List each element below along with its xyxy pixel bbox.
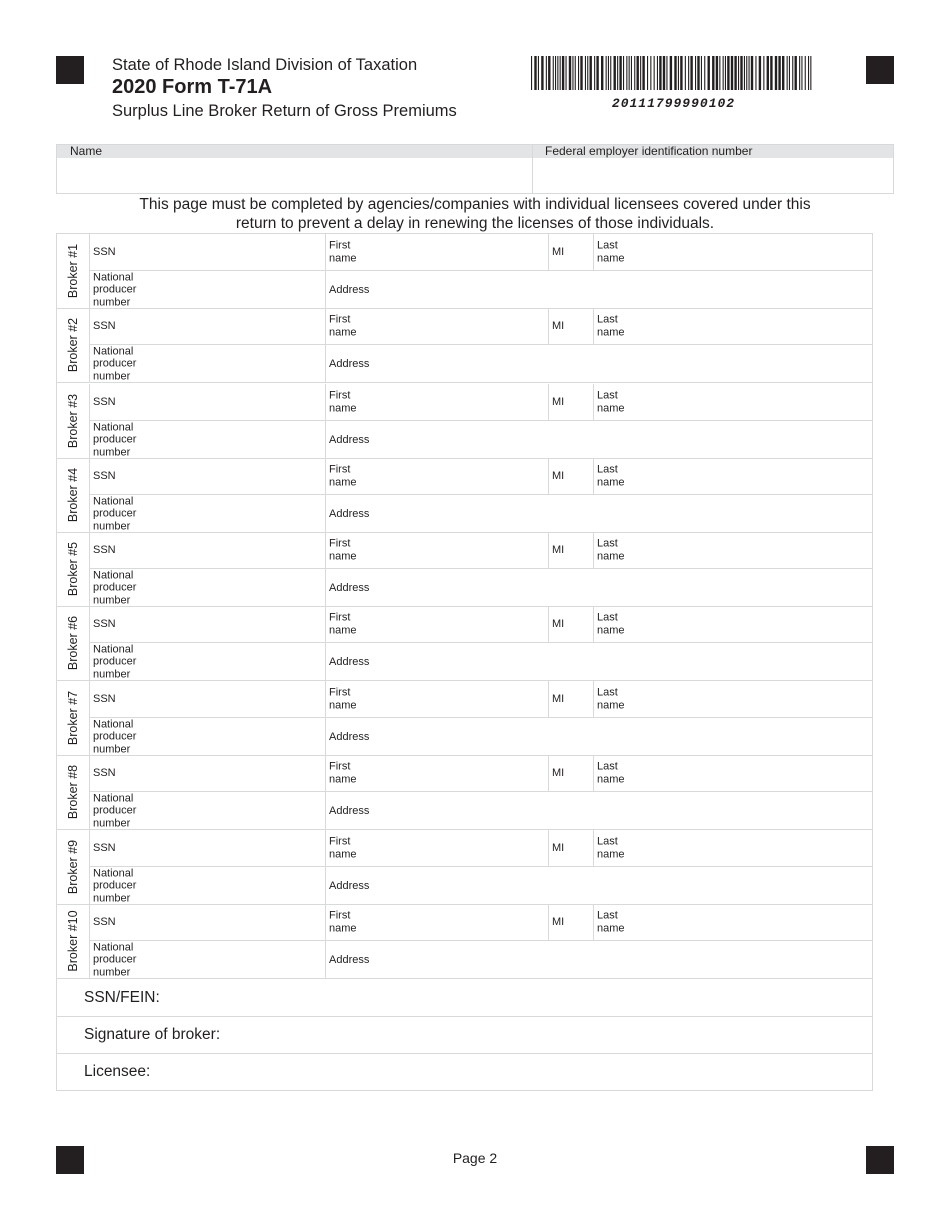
mi-label: MI — [552, 617, 565, 630]
ssn-field[interactable] — [130, 386, 321, 418]
broker-label-cell — [57, 755, 90, 830]
ssn-field[interactable] — [130, 236, 321, 268]
fein-field[interactable] — [533, 159, 893, 193]
broker-address-row — [90, 643, 872, 681]
broker-name-row — [90, 308, 872, 345]
agency-name: State of Rhode Island Division of Taxation — [112, 56, 418, 74]
last-name-field[interactable] — [634, 683, 868, 715]
first-name-field[interactable] — [368, 832, 544, 864]
mi-label: MI — [552, 245, 565, 258]
name-label: Name — [70, 144, 103, 158]
mi-label: MI — [552, 469, 565, 482]
mi-field[interactable] — [569, 236, 591, 268]
broker-address-row — [90, 718, 872, 756]
mi-cell — [548, 458, 593, 494]
npn-cell — [90, 569, 325, 606]
instruction-notice — [56, 195, 894, 233]
first-name-cell — [325, 830, 548, 866]
last-name-field[interactable] — [634, 310, 868, 342]
mi-cell — [548, 681, 593, 717]
first-name-field[interactable] — [368, 757, 544, 789]
broker-number-label: Broker #8 — [66, 764, 80, 820]
mi-field[interactable] — [569, 906, 591, 938]
ssn-label: SSN — [93, 245, 116, 258]
address-cell — [325, 941, 872, 978]
last-name-label: Last name — [597, 686, 625, 711]
mi-field[interactable] — [569, 460, 591, 492]
address-label: Address — [329, 879, 370, 892]
last-name-field[interactable] — [634, 236, 868, 268]
licensee-field[interactable] — [257, 1058, 862, 1086]
ssn-label: SSN — [93, 766, 116, 779]
ssn-field[interactable] — [130, 460, 321, 492]
broker-address-row — [90, 495, 872, 533]
first-name-label: First name — [329, 686, 357, 711]
last-name-cell — [593, 606, 872, 642]
first-name-cell — [325, 308, 548, 344]
notice-line-1: This page must be completed by agencies/companies with individual licensees covered under this — [139, 196, 811, 213]
ssn-cell — [90, 384, 325, 420]
broker-number-label: Broker #7 — [66, 690, 80, 746]
broker-block — [57, 234, 872, 309]
npn-label: National producer number — [93, 717, 137, 755]
last-name-field[interactable] — [634, 386, 868, 418]
broker-number-label: Broker #2 — [66, 317, 80, 373]
broker-label-cell — [57, 384, 90, 459]
ssn-cell — [90, 532, 325, 568]
first-name-label: First name — [329, 537, 357, 562]
address-field[interactable] — [382, 645, 868, 678]
ssn-label: SSN — [93, 841, 116, 854]
first-name-label: First name — [329, 760, 357, 785]
first-name-field[interactable] — [368, 460, 544, 492]
npn-cell — [90, 345, 325, 382]
npn-cell — [90, 941, 325, 978]
name-field[interactable] — [57, 159, 531, 193]
mi-cell — [548, 234, 593, 270]
broker-block — [57, 755, 872, 830]
last-name-label: Last name — [597, 909, 625, 934]
last-name-field[interactable] — [634, 460, 868, 492]
npn-label: National producer number — [93, 494, 137, 532]
npn-field[interactable] — [150, 943, 321, 976]
npn-label: National producer number — [93, 568, 137, 606]
broker-label-cell — [57, 830, 90, 905]
first-name-cell — [325, 532, 548, 568]
broker-name-row — [90, 681, 872, 718]
licensee-label: Licensee: — [84, 1063, 151, 1080]
broker-block — [57, 532, 872, 607]
npn-field[interactable] — [150, 571, 321, 604]
address-label: Address — [329, 581, 370, 594]
npn-cell — [90, 421, 325, 458]
page-number: Page 2 — [452, 1150, 498, 1166]
ssn-field[interactable] — [130, 534, 321, 566]
address-field[interactable] — [382, 273, 868, 306]
signature-label: Signature of broker: — [84, 1026, 221, 1043]
ssn-label: SSN — [93, 692, 116, 705]
ssn-label: SSN — [93, 469, 116, 482]
broker-label-cell — [57, 458, 90, 533]
registration-mark-top-right — [866, 56, 894, 84]
ssn-field[interactable] — [130, 832, 321, 864]
first-name-cell — [325, 384, 548, 420]
address-label: Address — [329, 357, 370, 370]
address-cell — [325, 345, 872, 382]
ssn-cell — [90, 904, 325, 940]
broker-block — [57, 681, 872, 756]
mi-label: MI — [552, 841, 565, 854]
last-name-label: Last name — [597, 389, 625, 414]
broker-name-row — [90, 458, 872, 495]
barcode-number: 20111799990102 — [611, 96, 736, 111]
ssn-fein-row — [57, 980, 872, 1017]
last-name-label: Last name — [597, 760, 625, 785]
broker-number-label: Broker #6 — [66, 615, 80, 671]
broker-label-cell — [57, 308, 90, 383]
broker-name-row — [90, 234, 872, 271]
address-label: Address — [329, 655, 370, 668]
mi-label: MI — [552, 692, 565, 705]
npn-cell — [90, 271, 325, 308]
address-label: Address — [329, 730, 370, 743]
npn-cell — [90, 495, 325, 532]
ssn-cell — [90, 458, 325, 494]
mi-field[interactable] — [569, 386, 591, 418]
ssn-label: SSN — [93, 395, 116, 408]
broker-name-row — [90, 532, 872, 569]
mi-cell — [548, 532, 593, 568]
broker-number-label: Broker #9 — [66, 839, 80, 895]
ssn-label: SSN — [93, 319, 116, 332]
first-name-field[interactable] — [368, 683, 544, 715]
npn-cell — [90, 643, 325, 680]
broker-number-label: Broker #5 — [66, 541, 80, 597]
taxpayer-identification-box — [56, 144, 894, 194]
last-name-cell — [593, 234, 872, 270]
mi-field[interactable] — [569, 310, 591, 342]
broker-address-row — [90, 941, 872, 979]
mi-label: MI — [552, 395, 565, 408]
address-cell — [325, 495, 872, 532]
last-name-label: Last name — [597, 239, 625, 264]
licensee-row — [57, 1054, 872, 1091]
first-name-label: First name — [329, 611, 357, 636]
broker-label-cell — [57, 606, 90, 681]
mi-field[interactable] — [569, 608, 591, 640]
broker-block — [57, 606, 872, 681]
npn-field[interactable] — [150, 273, 321, 306]
npn-label: National producer number — [93, 940, 137, 978]
notice-line-2: return to prevent a delay in renewing the licenses of those individuals. — [235, 215, 715, 232]
broker-number-label: Broker #3 — [66, 393, 80, 449]
address-label: Address — [329, 804, 370, 817]
broker-label-cell — [57, 681, 90, 756]
broker-label-cell — [57, 904, 90, 979]
broker-name-row — [90, 904, 872, 941]
address-cell — [325, 643, 872, 680]
last-name-cell — [593, 384, 872, 420]
mi-cell — [548, 384, 593, 420]
mi-cell — [548, 308, 593, 344]
first-name-cell — [325, 606, 548, 642]
address-field[interactable] — [382, 423, 868, 456]
first-name-cell — [325, 904, 548, 940]
mi-label: MI — [552, 319, 565, 332]
ssn-field[interactable] — [130, 683, 321, 715]
first-name-field[interactable] — [368, 310, 544, 342]
npn-label: National producer number — [93, 642, 137, 680]
npn-cell — [90, 718, 325, 755]
first-name-field[interactable] — [368, 906, 544, 938]
first-name-field[interactable] — [368, 386, 544, 418]
address-field[interactable] — [382, 571, 868, 604]
address-label: Address — [329, 283, 370, 296]
broker-label-cell — [57, 532, 90, 607]
broker-block — [57, 904, 872, 979]
address-field[interactable] — [382, 869, 868, 902]
address-cell — [325, 569, 872, 606]
last-name-cell — [593, 308, 872, 344]
last-name-field[interactable] — [634, 608, 868, 640]
last-name-field[interactable] — [634, 906, 868, 938]
form-subtitle: Surplus Line Broker Return of Gross Premiums — [112, 102, 457, 120]
mi-label: MI — [552, 915, 565, 928]
first-name-field[interactable] — [368, 608, 544, 640]
last-name-cell — [593, 830, 872, 866]
broker-block — [57, 384, 872, 459]
address-field[interactable] — [382, 943, 868, 976]
npn-field[interactable] — [150, 347, 321, 380]
first-name-cell — [325, 234, 548, 270]
last-name-cell — [593, 532, 872, 568]
npn-field[interactable] — [150, 645, 321, 678]
first-name-label: First name — [329, 239, 357, 264]
broker-number-label: Broker #10 — [66, 910, 80, 972]
ssn-field[interactable] — [130, 608, 321, 640]
ssn-cell — [90, 234, 325, 270]
npn-label: National producer number — [93, 270, 137, 308]
npn-field[interactable] — [150, 423, 321, 456]
form-title: 2020 Form T-71A — [112, 76, 273, 98]
first-name-label: First name — [329, 313, 357, 338]
npn-label: National producer number — [93, 866, 137, 904]
mi-cell — [548, 830, 593, 866]
ssn-fein-label: SSN/FEIN: — [84, 989, 160, 1006]
mi-label: MI — [552, 766, 565, 779]
last-name-field[interactable] — [634, 757, 868, 789]
broker-block — [57, 830, 872, 905]
npn-field[interactable] — [150, 720, 321, 753]
mi-field[interactable] — [569, 757, 591, 789]
address-cell — [325, 792, 872, 829]
last-name-label: Last name — [597, 313, 625, 338]
broker-address-row — [90, 345, 872, 383]
mi-field[interactable] — [569, 534, 591, 566]
last-name-field[interactable] — [634, 832, 868, 864]
first-name-label: First name — [329, 389, 357, 414]
mi-cell — [548, 904, 593, 940]
last-name-field[interactable] — [634, 534, 868, 566]
last-name-label: Last name — [597, 537, 625, 562]
signature-field[interactable] — [257, 1021, 862, 1049]
broker-number-label: Broker #4 — [66, 467, 80, 523]
mi-field[interactable] — [569, 832, 591, 864]
npn-field[interactable] — [150, 869, 321, 902]
first-name-cell — [325, 755, 548, 791]
address-field[interactable] — [382, 720, 868, 753]
last-name-label: Last name — [597, 463, 625, 488]
registration-mark-top-left — [56, 56, 84, 84]
address-field[interactable] — [382, 497, 868, 530]
npn-cell — [90, 867, 325, 904]
first-name-label: First name — [329, 835, 357, 860]
mi-cell — [548, 755, 593, 791]
broker-address-row — [90, 867, 872, 905]
broker-label-cell — [57, 234, 90, 309]
broker-address-row — [90, 792, 872, 830]
address-field[interactable] — [382, 794, 868, 827]
broker-name-row — [90, 606, 872, 643]
first-name-field[interactable] — [368, 534, 544, 566]
last-name-cell — [593, 681, 872, 717]
broker-address-row — [90, 421, 872, 459]
address-cell — [325, 867, 872, 904]
broker-address-row — [90, 271, 872, 309]
ssn-cell — [90, 681, 325, 717]
ssn-label: SSN — [93, 915, 116, 928]
broker-table — [56, 233, 873, 1091]
ssn-cell — [90, 830, 325, 866]
mi-label: MI — [552, 543, 565, 556]
first-name-cell — [325, 458, 548, 494]
broker-name-row — [90, 384, 872, 421]
address-cell — [325, 271, 872, 308]
address-label: Address — [329, 433, 370, 446]
fein-label: Federal employer identification number — [545, 144, 753, 158]
address-cell — [325, 718, 872, 755]
broker-number-label: Broker #1 — [66, 243, 80, 299]
mi-field[interactable] — [569, 683, 591, 715]
broker-block — [57, 308, 872, 383]
ssn-field[interactable] — [130, 757, 321, 789]
ssn-cell — [90, 308, 325, 344]
npn-cell — [90, 792, 325, 829]
last-name-cell — [593, 458, 872, 494]
ssn-field[interactable] — [130, 310, 321, 342]
first-name-cell — [325, 681, 548, 717]
ssn-fein-field[interactable] — [257, 984, 862, 1012]
broker-name-row — [90, 755, 872, 792]
barcode-icon — [531, 56, 816, 90]
broker-block — [57, 458, 872, 533]
address-label: Address — [329, 507, 370, 520]
first-name-field[interactable] — [368, 236, 544, 268]
address-cell — [325, 421, 872, 458]
last-name-cell — [593, 755, 872, 791]
ssn-cell — [90, 606, 325, 642]
last-name-label: Last name — [597, 835, 625, 860]
npn-field[interactable] — [150, 794, 321, 827]
ssn-cell — [90, 755, 325, 791]
npn-label: National producer number — [93, 344, 137, 382]
mi-cell — [548, 606, 593, 642]
broker-name-row — [90, 830, 872, 867]
ssn-label: SSN — [93, 543, 116, 556]
broker-address-row — [90, 569, 872, 607]
first-name-label: First name — [329, 463, 357, 488]
address-field[interactable] — [382, 347, 868, 380]
ssn-field[interactable] — [130, 906, 321, 938]
address-label: Address — [329, 953, 370, 966]
signature-row — [57, 1017, 872, 1054]
npn-label: National producer number — [93, 420, 137, 458]
last-name-label: Last name — [597, 611, 625, 636]
last-name-cell — [593, 904, 872, 940]
npn-field[interactable] — [150, 497, 321, 530]
first-name-label: First name — [329, 909, 357, 934]
npn-label: National producer number — [93, 791, 137, 829]
ssn-label: SSN — [93, 617, 116, 630]
